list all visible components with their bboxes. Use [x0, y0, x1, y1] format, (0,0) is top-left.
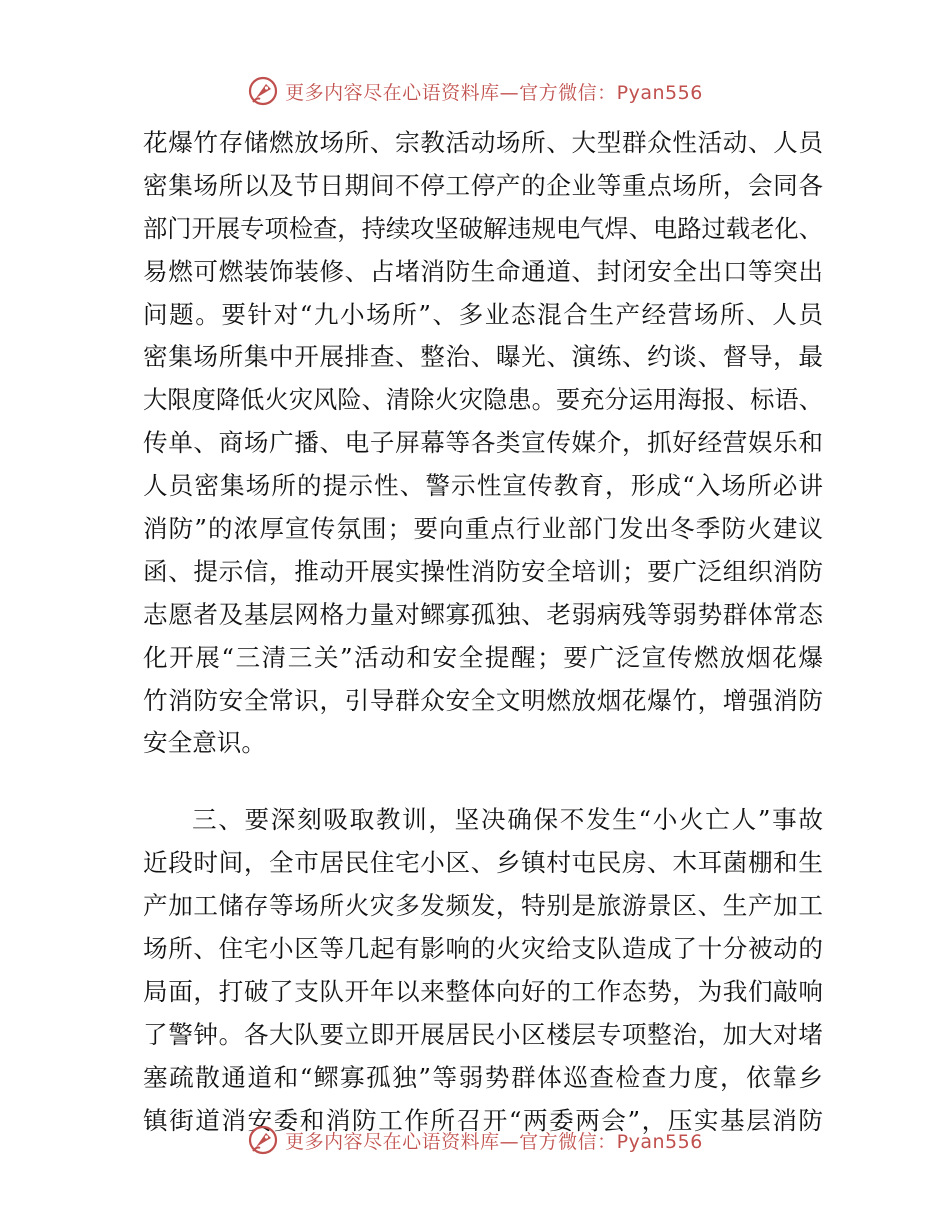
text-line: 消防”的浓厚宣传氛围；要向重点行业部门发出冬季防火建议 [143, 514, 823, 544]
text-line: 密集场所以及节日期间不停工停产的企业等重点场所，会同各 [143, 170, 823, 200]
watermark-text: 更多内容尽在心语资料库—官方微信：Pyan556 [285, 1130, 703, 1153]
text-line: 花爆竹存储燃放场所、宗教活动场所、大型群众性活动、人员 [143, 128, 823, 157]
pen-nib-logo-icon [247, 75, 279, 107]
text-line: 了警钟。各大队要立即开展居民小区楼层专项整治，加大对堵 [143, 1019, 823, 1049]
text-line: 产加工储存等场所火灾多发频发，特别是旅游景区、生产加工 [143, 891, 823, 921]
text-line: 场所、住宅小区等几起有影响的火灾给支队造成了十分被动的 [143, 934, 823, 964]
paragraph-1 [143, 122, 823, 765]
text-line: 志愿者及基层网格力量对鳏寡孤独、老弱病残等弱势群体常态 [143, 599, 823, 629]
text-line: 传单、商场广播、电子屏幕等各类宣传媒介，抓好经营娱乐和 [143, 428, 823, 458]
text-line: 安全意识。 [143, 728, 266, 758]
watermark-text: 更多内容尽在心语资料库—官方微信：Pyan556 [285, 81, 703, 104]
text-line: 局面，打破了支队开年以来整体向好的工作态势，为我们敲响 [143, 976, 823, 1006]
paragraph-gap [143, 765, 823, 799]
body-text [143, 122, 823, 1142]
text-line: 近段时间，全市居民住宅小区、乡镇村屯民房、木耳菌棚和生 [143, 848, 823, 878]
header-watermark [0, 74, 950, 108]
text-line: 函、提示信，推动开展实操性消防安全培训；要广泛组织消防 [143, 556, 823, 586]
text-line: 部门开展专项检查，持续攻坚破解违规电气焊、电路过载老化、 [143, 213, 823, 243]
text-line: 易燃可燃装饰装修、占堵消防生命通道、封闭安全出口等突出 [143, 256, 823, 286]
text-line: 问题。要针对“九小场所”、多业态混合生产经营场所、人员 [143, 299, 823, 329]
text-line: 人员密集场所的提示性、警示性宣传教育，形成“入场所必讲 [143, 471, 823, 501]
text-line: 竹消防安全常识，引导群众安全文明燃放烟花爆竹，增强消防 [143, 685, 823, 715]
text-line: 大限度降低火灾风险、清除火灾隐患。要充分运用海报、标语、 [143, 385, 823, 415]
paragraph-2 [143, 799, 823, 1142]
text-line: 镇街道消安委和消防工作所召开“两委两会”，压实基层消防 [143, 1105, 823, 1135]
footer-watermark [0, 1123, 950, 1157]
text-line: 化开展“三清三关”活动和安全提醒；要广泛宣传燃放烟花爆 [143, 642, 823, 672]
section-heading: 三、要深刻吸取教训，坚决确保不发生“小火亡人”事故 [192, 805, 823, 835]
pen-nib-logo-icon [247, 1124, 279, 1156]
text-line: 密集场所集中开展排查、整治、曝光、演练、约谈、督导，最 [143, 342, 823, 372]
text-line: 塞疏散通道和“鳏寡孤独”等弱势群体巡查检查力度，依靠乡 [143, 1062, 823, 1092]
